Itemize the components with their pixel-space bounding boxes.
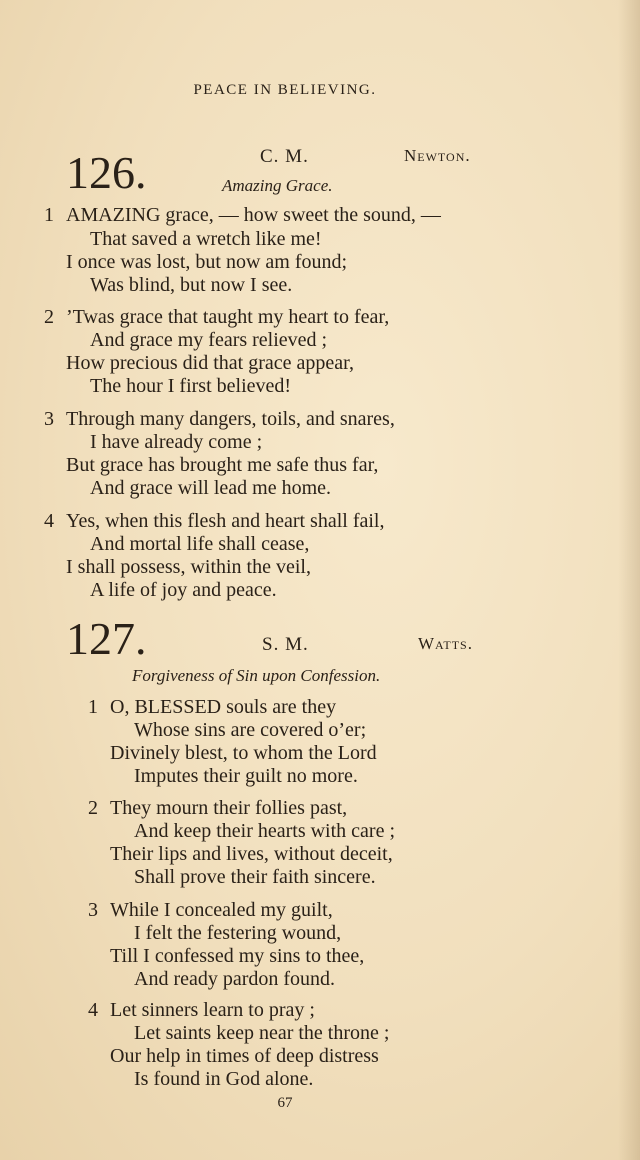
verse-line: Yes, when this flesh and heart shall fail, [66, 510, 385, 532]
verse-line: And keep their hearts with care ; [134, 820, 396, 842]
verse-line: Let saints keep near the throne ; [134, 1022, 390, 1044]
hymn-meter: C. M. [260, 146, 309, 167]
verse-line: Imputes their guilt no more. [134, 765, 358, 787]
hymn-author: Newton. [404, 146, 471, 165]
page-number: 67 [277, 1095, 293, 1111]
verse-number: 4 [44, 510, 54, 532]
hymn-author: Watts. [418, 634, 473, 653]
verse-line: And grace my fears relieved ; [90, 329, 328, 351]
verse-number: 4 [88, 999, 98, 1021]
verse-number: 2 [88, 797, 98, 819]
verse-line: Was blind, but now I see. [90, 274, 293, 296]
verse-number: 3 [88, 899, 98, 921]
verse-line: But grace has brought me safe thus far, [66, 454, 379, 476]
verse-line: While I concealed my guilt, [110, 899, 333, 921]
verse-number: 3 [44, 408, 54, 430]
verse-line: I felt the festering wound, [134, 922, 342, 944]
verse-line: And grace will lead me home. [90, 477, 332, 499]
verse-line: They mourn their follies past, [110, 797, 348, 819]
verse-line: Through many dangers, toils, and snares, [66, 408, 395, 430]
verse-line: Whose sins are covered o’er; [134, 719, 367, 741]
hymn-number: 126. [66, 147, 147, 198]
verse-line: Divinely blest, to whom the Lord [110, 742, 377, 764]
verse-line: How precious did that grace appear, [66, 352, 354, 374]
verse-number: 1 [44, 204, 54, 226]
verse-line: And ready pardon found. [134, 968, 336, 990]
verse-line: AMAZING grace, — how sweet the sound, — [66, 204, 441, 226]
verse-line: Is found in God alone. [134, 1068, 314, 1090]
verse-line: I have already come ; [90, 431, 263, 453]
verse-line: ’Twas grace that taught my heart to fear, [66, 306, 390, 328]
verse-number: 2 [44, 306, 54, 328]
verse-line: That saved a wretch like me! [90, 228, 322, 250]
verse-line: And mortal life shall cease, [90, 533, 310, 555]
verse-line: Shall prove their faith sincere. [134, 866, 376, 888]
verse-line: Our help in times of deep distress [110, 1045, 379, 1067]
verse-line: Their lips and lives, without deceit, [110, 843, 393, 865]
verse-number: 1 [88, 696, 98, 718]
verse-line: Let sinners learn to pray ; [110, 999, 315, 1021]
verse-line: The hour I first believed! [90, 375, 292, 397]
verse-line: A life of joy and peace. [90, 579, 277, 601]
running-head: PEACE IN BELIEVING. [193, 82, 377, 98]
hymn-title: Forgiveness of Sin upon Confession. [132, 666, 381, 685]
verse-line: I once was lost, but now am found; [66, 251, 348, 273]
page-edge-shadow [618, 0, 640, 1160]
verse-line: Till I confessed my sins to thee, [110, 945, 365, 967]
hymn-title: Amazing Grace. [222, 176, 333, 195]
verse-line: O, BLESSED souls are they [110, 696, 337, 718]
verse-line: I shall possess, within the veil, [66, 556, 311, 578]
hymn-meter: S. M. [262, 634, 309, 655]
hymn-number: 127. [66, 613, 147, 664]
